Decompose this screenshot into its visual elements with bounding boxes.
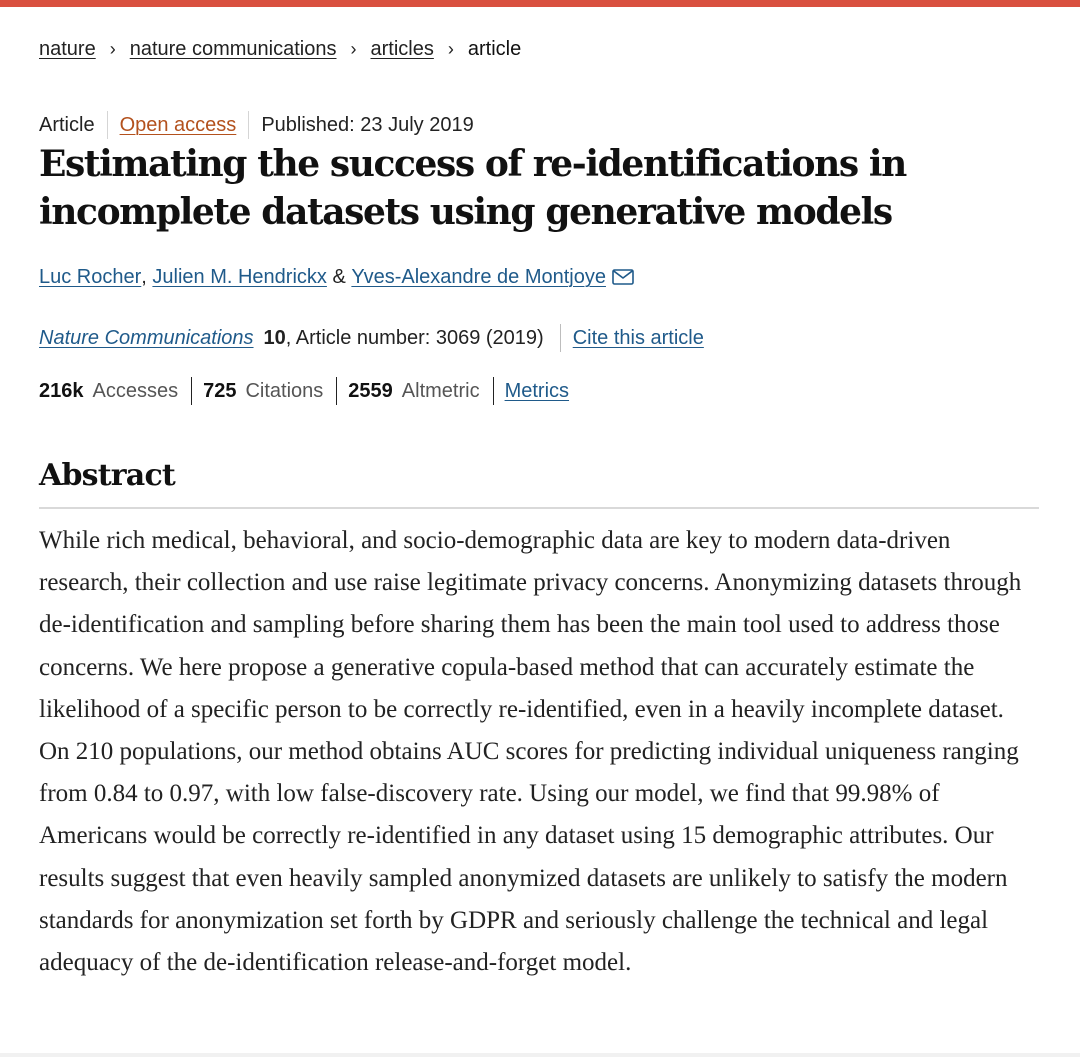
altmetric-score: 2559 [348, 380, 393, 402]
metrics-divider [493, 377, 494, 405]
breadcrumb-item-nature-communications[interactable]: nature communications [129, 38, 337, 60]
open-access-link[interactable]: Open access [119, 114, 237, 136]
breadcrumb-chevron-icon: › [447, 39, 454, 59]
author-separator: & [326, 266, 352, 288]
metrics-link[interactable]: Metrics [504, 380, 570, 402]
metrics-divider [191, 377, 192, 405]
abstract-text: While rich medical, behavioral, and socio-demographic data are key to modern data-driven research, their collection and use raise legitimate privacy concerns. Anonymizing datasets through de-identification and sampling before sharing them has been the main tool used to address those concerns. We here propose a generative copula-based method that can accurately estimate the likelihood of a specific person to be correctly re-identified, even in a heavily incomplete dataset. On 210 populations, our method obtains AUC scores for predicting individual uniqueness ranging from 0.84 to 0.97, with low false-discovery rate. Using our model, we find that 99.98% of Americans would be correctly re-identified in any dataset using 15 demographic attributes. Our results suggest that even heavily sampled anonymized datasets are unlikely to satisfy the modern standards for anonymization set forth by GDPR and seriously challenge the technical and legal adequacy of the de-identification release-and-forget model. [39, 527, 1022, 977]
journal-divider [560, 324, 561, 352]
breadcrumb [39, 36, 521, 62]
article-meta [39, 111, 474, 139]
author-list [39, 264, 634, 290]
meta-divider [107, 111, 108, 139]
metrics-divider [336, 377, 337, 405]
accesses-label: Accesses [92, 380, 179, 402]
breadcrumb-chevron-icon: › [109, 39, 116, 59]
article-number: , Article number: 3069 (2019) [285, 327, 544, 349]
breadcrumb-item-nature[interactable]: nature [39, 38, 96, 60]
article-metrics [39, 377, 569, 405]
abstract-divider [39, 507, 1039, 509]
accesses-count: 216k [39, 380, 84, 402]
meta-divider [248, 111, 249, 139]
citations-label: Citations [245, 380, 324, 402]
journal-info [39, 324, 704, 352]
journal-volume: 10 [263, 327, 286, 349]
author-link-hendrickx[interactable]: Julien M. Hendrickx [152, 266, 327, 288]
article-title: Estimating the success of re-identifications in incomplete datasets using generative models [39, 143, 906, 233]
author-link-rocher[interactable]: Luc Rocher [39, 266, 142, 288]
citations-count: 725 [203, 380, 237, 402]
top-accent-bar [0, 0, 1080, 7]
author-separator: , [141, 266, 153, 288]
article-type: Article [39, 114, 95, 136]
published-date: Published: 23 July 2019 [261, 114, 474, 136]
journal-name-link[interactable]: Nature Communications [39, 327, 254, 349]
mail-icon[interactable] [612, 266, 634, 282]
cite-this-article-link[interactable]: Cite this article [572, 327, 704, 349]
section-divider [0, 1053, 1080, 1057]
altmetric-label: Altmetric [401, 380, 480, 402]
author-link-de-montjoye[interactable]: Yves-Alexandre de Montjoye [351, 266, 606, 288]
breadcrumb-current: article [467, 38, 522, 60]
breadcrumb-item-articles[interactable]: articles [370, 38, 434, 60]
breadcrumb-chevron-icon: › [350, 39, 357, 59]
abstract-heading: Abstract [39, 458, 175, 493]
